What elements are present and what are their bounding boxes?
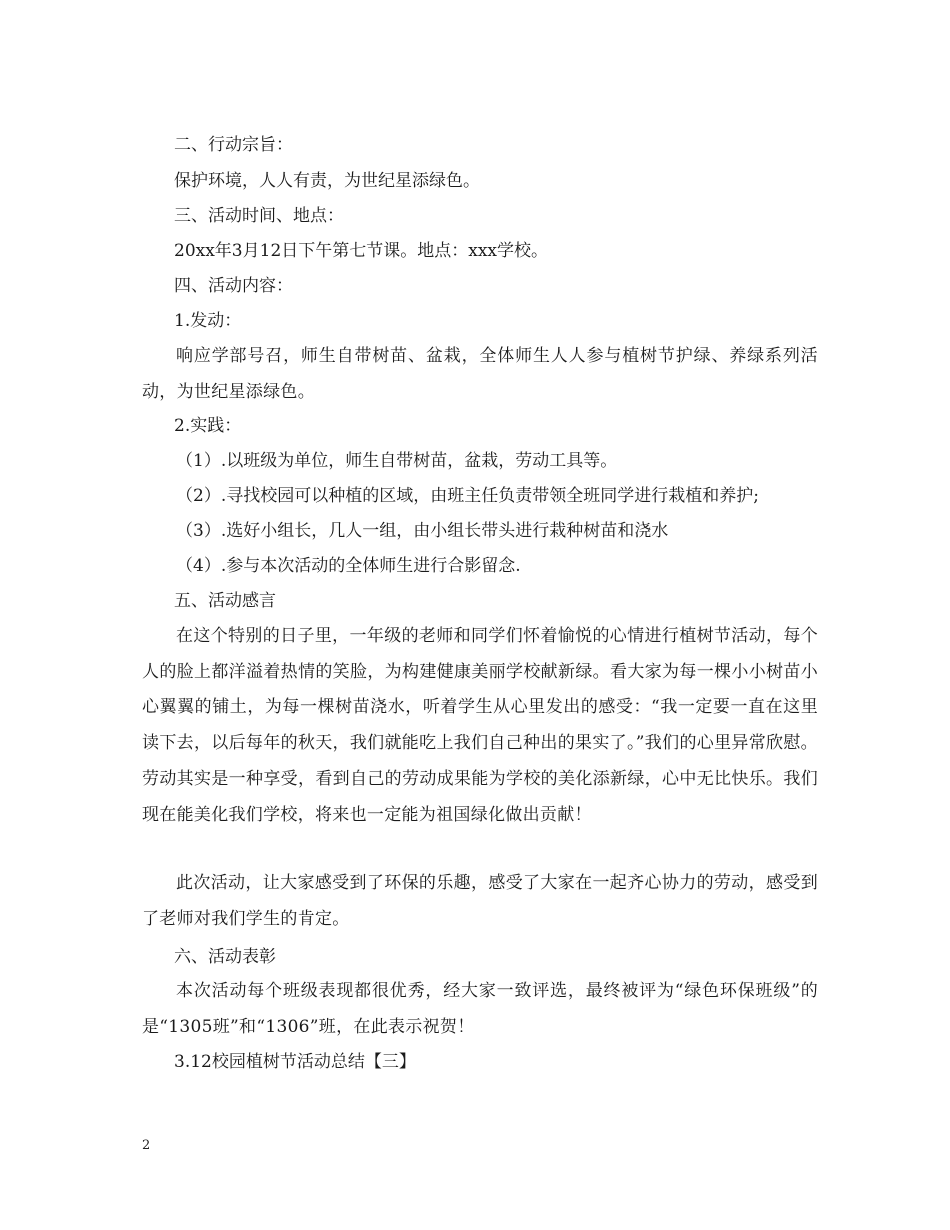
section-heading: 二、行动宗旨： [174, 135, 293, 155]
section-heading: 四、活动内容： [174, 276, 293, 296]
subsection-heading: 1.发动： [174, 311, 242, 331]
paragraph: 本次活动每个班级表现都很优秀，经大家一致评选，最终被评为“绿色环保班级”的是“1305班”和“1306”班，在此表示祝贺！ [142, 981, 818, 1037]
paragraph: 保护环境，人人有责，为世纪星添绿色。 [174, 171, 480, 191]
section-heading: 五、活动感言 [174, 591, 276, 611]
paragraph: 此次活动，让大家感受到了环保的乐趣，感受了大家在一起齐心协力的劳动，感受到了老师对我们学生的肯定。 [142, 873, 818, 929]
list-item: （4）.参与本次活动的全体师生进行合影留念. [176, 556, 521, 576]
list-item: （2）.寻找校园可以种植的区域，由班主任负责带领全班同学进行栽植和养护; [176, 486, 759, 506]
section-heading: 三、活动时间、地点： [174, 206, 344, 226]
list-item: （3）.选好小组长，几人一组，由小组长带头进行栽种树苗和浇水 [176, 521, 669, 541]
section-heading: 六、活动表彰 [174, 947, 276, 967]
subsection-heading: 2.实践： [174, 416, 242, 436]
list-item: （1）.以班级为单位，师生自带树苗，盆栽，劳动工具等。 [176, 451, 618, 471]
next-section-title: 3.12校园植树节活动总结【三】 [174, 1052, 416, 1072]
page-number: 2 [142, 1138, 151, 1153]
paragraph: 在这个特别的日子里，一年级的老师和同学们怀着愉悦的心情进行植树节活动，每个人的脸上都洋溢着热情的笑脸，为构建健康美丽学校献新绿。看大家为每一棵小小树苗小心翼翼的铺土，为每一棵树苗浇水，听着学生从心里发出的感受：“我一定要一直在这里读下去，以后每年的秋天，我们就能吃上我们自己种出的果实了。”我们的心里异常欣慰。劳动其实是一种享受，看到自己的劳动成果能为学校的美化添新绿，心中无比快乐。我们现在能美化我们学校，将来也一定能为祖国绿化做出贡献！ [142, 626, 818, 825]
paragraph: 响应学部号召，师生自带树苗、盆栽，全体师生人人参与植树节护绿、养绿系列活动，为世纪星添绿色。 [142, 346, 818, 402]
paragraph: 20xx年3月12日下午第七节课。地点：xxx学校。 [174, 241, 549, 261]
